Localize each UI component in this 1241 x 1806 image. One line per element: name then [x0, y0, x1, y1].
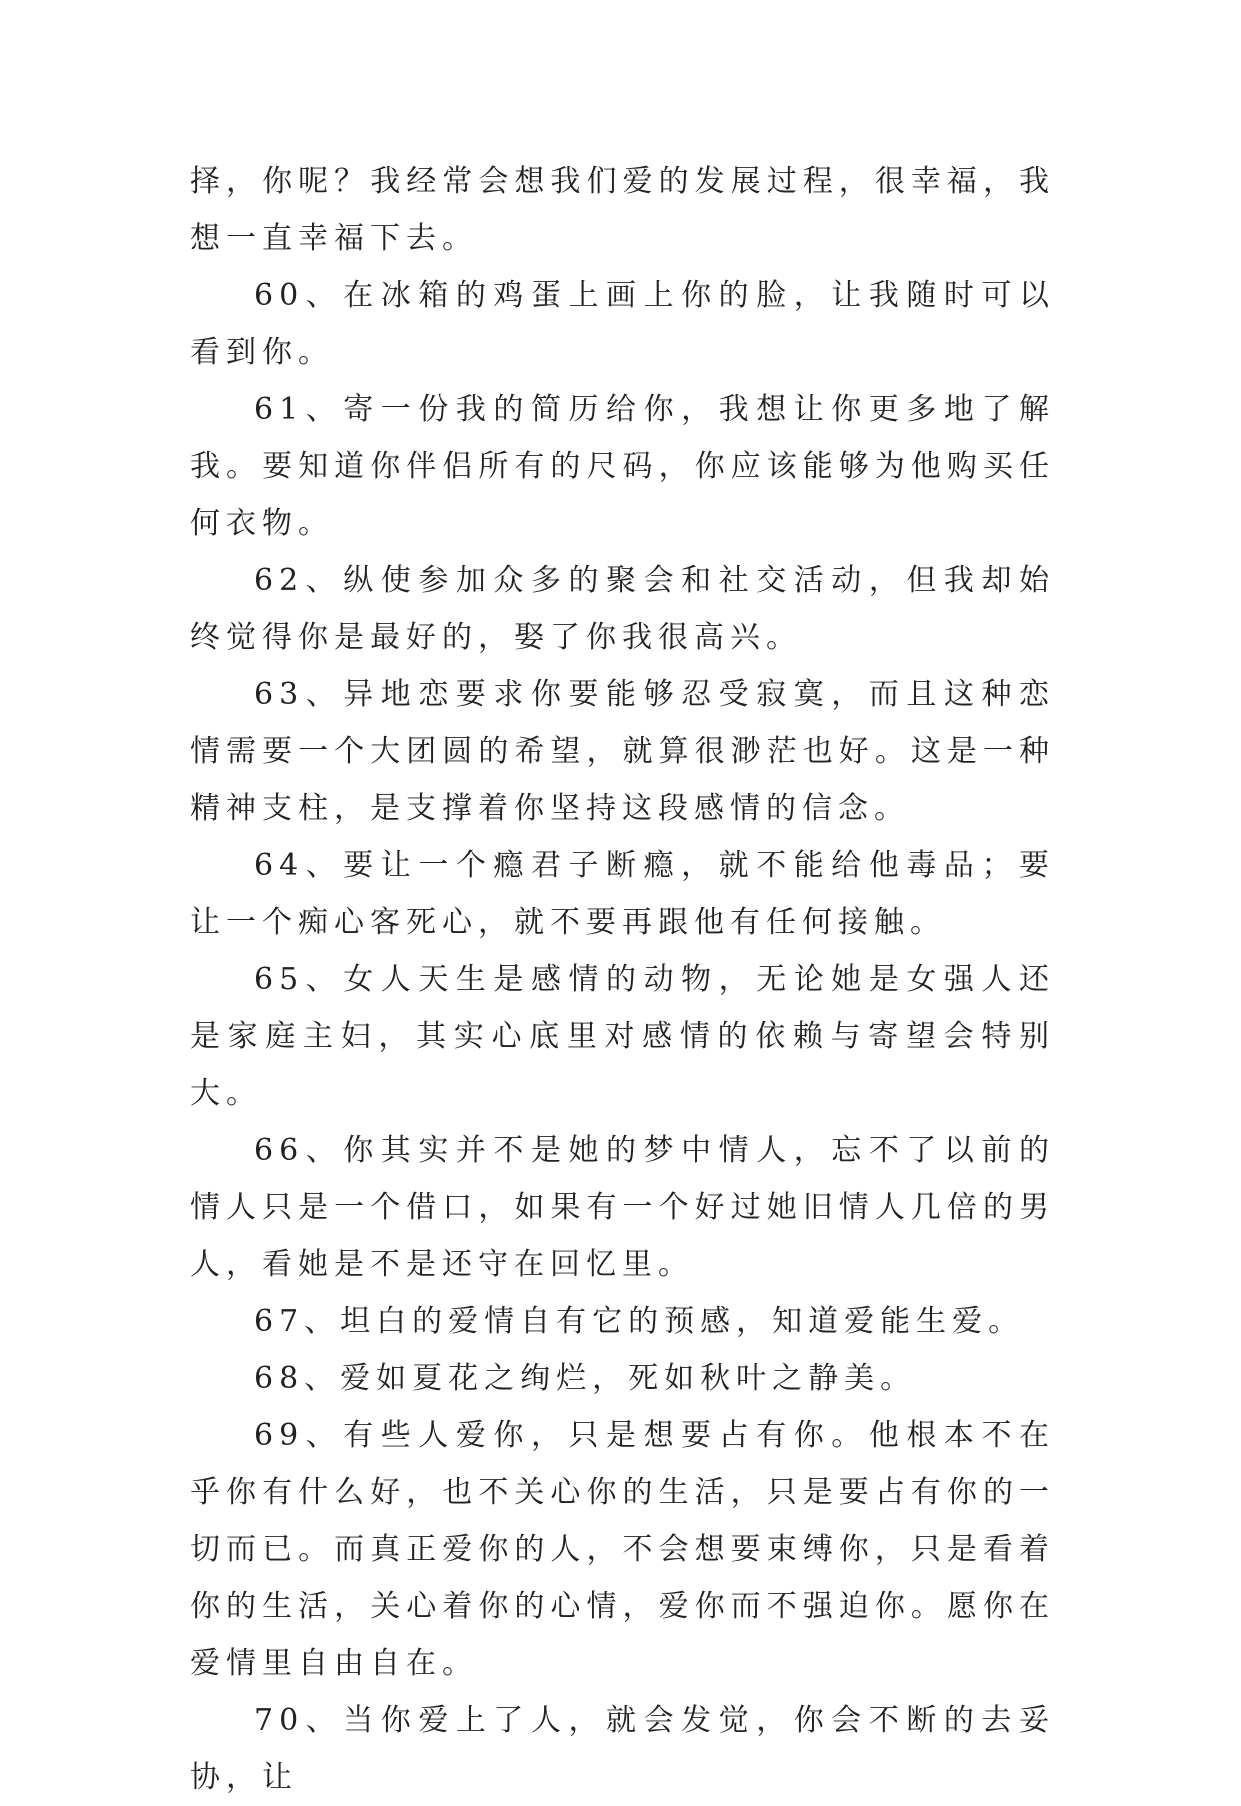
paragraph-63: 63、异地恋要求你要能够忍受寂寞，而且这种恋情需要一个大团圆的希望，就算很渺茫也好。这是一种精神支柱，是支撑着你坚持这段感情的信念。 [190, 677, 1055, 826]
paragraph-60: 60、在冰箱的鸡蛋上画上你的脸，让我随时可以看到你。 [190, 278, 1055, 370]
paragraph-66: 66、你其实并不是她的梦中情人，忘不了以前的情人只是一个借口，如果有一个好过她旧情人几倍的男人，看她是不是还守在回忆里。 [190, 1133, 1055, 1282]
paragraph-continuation: 择，你呢？我经常会想我们爱的发展过程，很幸福，我想一直幸福下去。 [190, 164, 1055, 256]
document-body [190, 153, 1055, 1806]
paragraph-68: 68、爱如夏花之绚烂，死如秋叶之静美。 [254, 1361, 917, 1396]
paragraph-67: 67、坦白的爱情自有它的预感，知道爱能生爱。 [254, 1304, 1025, 1339]
paragraph-64: 64、要让一个瘾君子断瘾，就不能给他毒品；要让一个痴心客死心，就不要再跟他有任何接触。 [190, 848, 1055, 940]
paragraph-70: 70、当你爱上了人，就会发觉，你会不断的去妥协，让 [190, 1703, 1055, 1795]
paragraph-69: 69、有些人爱你，只是想要占有你。他根本不在乎你有什么好，也不关心你的生活，只是要占有你的一切而已。而真正爱你的人，不会想要束缚你，只是看着你的生活，关心着你的心情，爱你而不强迫你。愿你在爱情里自由自在。 [190, 1418, 1055, 1681]
paragraph-65: 65、女人天生是感情的动物，无论她是女强人还是家庭主妇，其实心底里对感情的依赖与寄望会特别大。 [190, 962, 1055, 1111]
paragraph-62: 62、纵使参加众多的聚会和社交活动，但我却始终觉得你是最好的，娶了你我很高兴。 [190, 563, 1055, 655]
paragraph-61: 61、寄一份我的简历给你，我想让你更多地了解我。要知道你伴侣所有的尺码，你应该能够为他购买任何衣物。 [190, 392, 1055, 541]
